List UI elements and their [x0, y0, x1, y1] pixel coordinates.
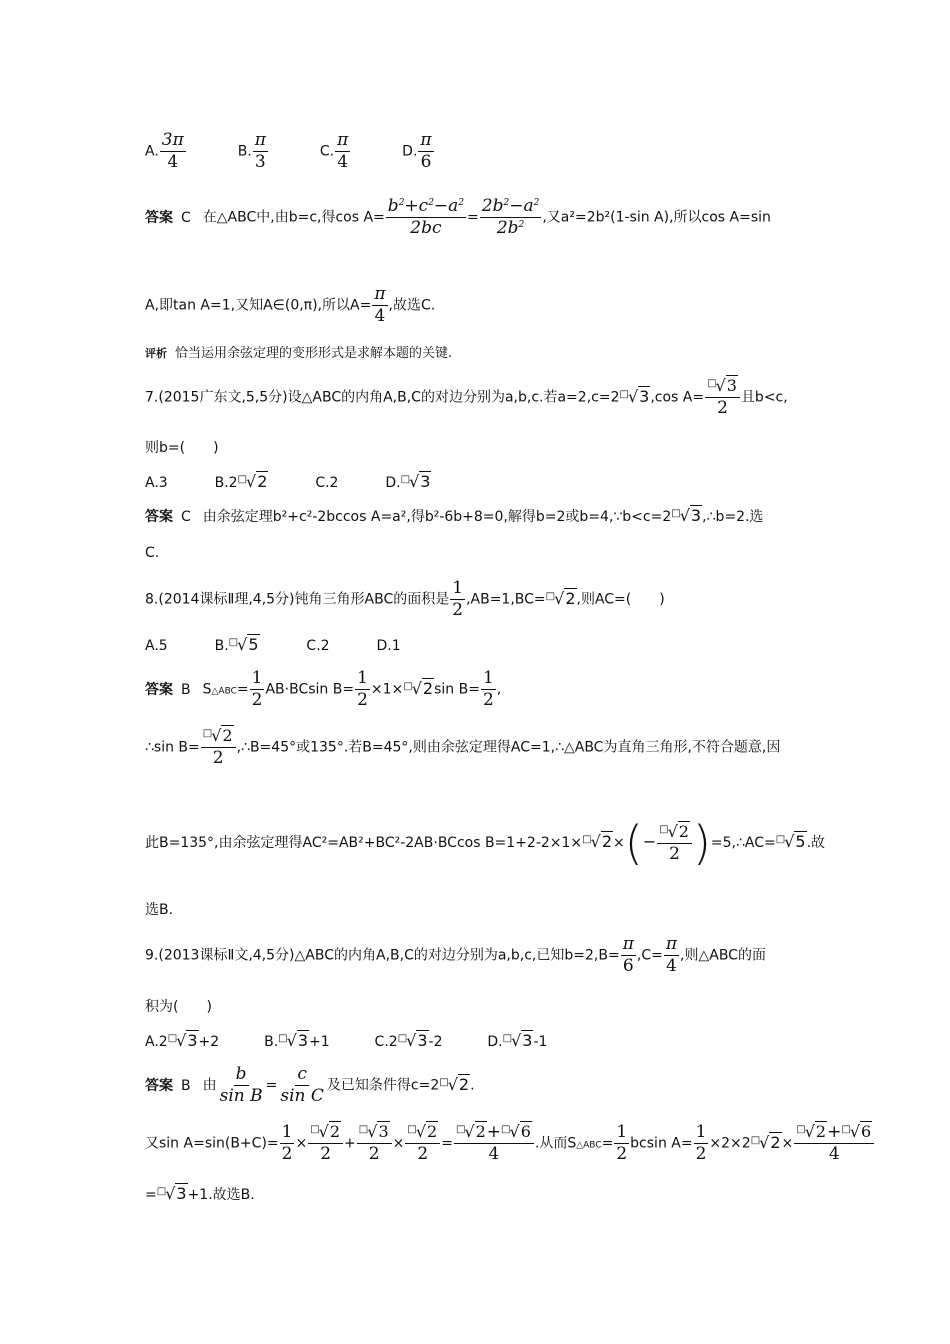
answer-text: ×1× [370, 681, 404, 698]
q6-opt-b-den: 3 [254, 152, 266, 172]
answer-text: =5,∴AC= [710, 835, 776, 851]
q7-option-b[interactable]: B.2□√2 [214, 472, 268, 491]
q7-option-a[interactable]: A.3 [145, 475, 168, 491]
denominator: 4 [374, 306, 386, 326]
denominator: 2 [452, 600, 464, 620]
q9-stem-line1 [145, 936, 766, 975]
answer-text: .从而S [534, 1135, 577, 1152]
q7-answer-line2 [145, 546, 159, 560]
answer-text: C. [145, 545, 160, 561]
question-stem: ,C= [636, 947, 663, 964]
pi-over-4-fraction [372, 286, 387, 325]
answer-text: ∴sin B= [145, 739, 200, 756]
right-paren: ) [692, 816, 711, 870]
comment-text: 恰当运用余弦定理的变形形式是求解本题的关键. [175, 346, 453, 361]
q6-opt-d-den: 6 [420, 152, 432, 172]
pi-over-6-fraction: $\frac{\pi}{6}$ [622, 934, 634, 976]
q7-stem-line1 [145, 378, 788, 417]
q8-answer-line3: 此B=135°,由余弦定理得AC²=AB²+BC²-2AB·BCcos B=1+2-2×1×□√2×(− $\frac{^□√2}{2}$ )=5,∴AC=□√5.故 [145, 816, 826, 870]
q9-answer-line1: 答案 B 由 $\frac{b}{\text{sin B}}$ = $\frac{c}{\text{sin C}}$ 及已知条件得c=2□√2. [145, 1064, 475, 1106]
radical: □√2 [750, 1132, 781, 1152]
q9-option-b[interactable]: B.□√3+1 [264, 1031, 330, 1050]
answer-text: 此B=135°,由余弦定理得AC²=AB²+BC²-2AB·BCcos B=1+2-2×1× [145, 835, 583, 851]
q6-opt-c-fraction [335, 132, 350, 171]
b-over-sinb-fraction: $\frac{b}{\text{sin B}}$ [219, 1064, 263, 1106]
question-stem: ,则△ABC的面 [680, 947, 766, 964]
denominator: 2bc [410, 218, 442, 238]
q6-answer-line2 [145, 286, 435, 325]
half-fraction: $\frac{1}{2}$ [281, 1122, 293, 1164]
q8-answer-line2 [145, 728, 780, 767]
q9-stem-line2 [145, 1000, 212, 1014]
q6-answer-line1: 答案 C 在△ABC中,由b=c,得cos A= $\frac{b^2+c^2-a^2}{2bc}$ = $\frac{2b^2-a^2}{2b^2}$ ,又a²=2b²(1-sin A),所以cos A=sin [145, 196, 771, 238]
question-stem: ,cos A= [650, 389, 705, 406]
q6-opt-d-num: π [420, 130, 432, 150]
q7-options [145, 474, 431, 490]
q8-option-a[interactable]: A.5 [145, 638, 168, 654]
answer-text: 又sin A=sin(B+C)= [145, 1135, 279, 1152]
radical: □√2 [403, 678, 434, 698]
question-stem: 积为( ) [145, 999, 212, 1015]
sqrt2-plus-sqrt6-over-4-fraction: $\frac{^□√2+^□√6}{4}$ [794, 1124, 874, 1163]
answer-text: +1.故选B. [187, 1187, 255, 1203]
q6-comment [145, 346, 452, 360]
q7-option-c[interactable]: C.2 [315, 475, 339, 491]
half-fraction: $\frac{1}{2}$ [695, 1122, 707, 1164]
answer-letter: B [181, 1077, 191, 1094]
q8-option-b[interactable]: B.□√5 [214, 635, 259, 654]
sqrt2-plus-sqrt6-over-4-fraction: $\frac{^□√2+^□√6}{4}$ [454, 1124, 534, 1163]
answer-text: bcsin A= [630, 1135, 693, 1152]
sqrt3-over-2-fraction [705, 378, 740, 417]
radical: □√3 [156, 1184, 187, 1203]
subscript: △ABC [211, 686, 237, 697]
q6-opt-c-label: C. [319, 143, 335, 160]
left-paren: ( [624, 816, 643, 870]
radical: □√3 [671, 506, 702, 525]
q6-opt-d-fraction [418, 132, 433, 171]
answer-letter: B [181, 681, 191, 698]
sqrt2-over-2-fraction: $\frac{^□√2}{2}$ [405, 1124, 440, 1163]
q6-opt-b-label: B. [237, 143, 252, 160]
answer-label: 答案 [145, 209, 173, 226]
q6-opt-b-fraction [253, 132, 268, 171]
half-fraction: $\frac{1}{2}$ [616, 1122, 628, 1164]
q8-options [145, 637, 401, 653]
c-over-sinc-fraction: $\frac{c}{\text{sin C}}$ [280, 1064, 324, 1106]
answer-text: ,故选C. [388, 297, 436, 314]
answer-letter: C [181, 509, 191, 525]
answer-label: 答案 [145, 681, 173, 698]
sqrt2-over-2-fraction: $\frac{^□√2}{2}$ [308, 1124, 343, 1163]
q6-opt-a-den: 4 [167, 152, 179, 172]
answer-text: sin B= [434, 681, 480, 698]
sqrt2-over-2-fraction: $\frac{^□√2}{2}$ [657, 824, 692, 863]
numerator: 1 [452, 578, 464, 598]
cos-fraction-2 [480, 198, 542, 237]
radical: □√2 [439, 1074, 470, 1094]
question-stem: 且b<c, [740, 389, 788, 406]
q8-answer-line4 [145, 903, 173, 917]
numerator: $b^2+c^2-a^2$ [387, 196, 465, 216]
q6-opt-a-fraction [160, 132, 186, 171]
answer-text: 在△ABC中,由b=c,得cos A= [202, 209, 385, 226]
question-stem: 9.(2013课标Ⅱ文,4,5分)△ABC的内角A,B,C的对边分别为a,b,c,已知b=2,B= [145, 947, 620, 964]
answer-text: 及已知条件得c=2 [326, 1077, 440, 1094]
q8-option-d[interactable]: D.1 [376, 638, 401, 654]
q6-opt-a-label: A. [145, 143, 159, 160]
answer-text: .故 [806, 835, 826, 851]
answer-text: 由 [202, 1077, 217, 1094]
q8-stem [145, 580, 665, 619]
q6-opt-b-num: π [254, 130, 266, 150]
radical [619, 386, 650, 406]
q9-option-d[interactable]: D.□√3-1 [487, 1031, 548, 1050]
question-stem: ,AB=1,BC= [466, 591, 546, 608]
numerator: $2b^2-a^2$ [481, 196, 540, 216]
answer-text: 选B. [145, 902, 174, 918]
answer-text: 由余弦定理b²+c²-2bccos A=a²,得b²-6b+8=0,解得b=2或b=4,∵b<c=2 [202, 509, 672, 525]
numerator: π [374, 284, 386, 304]
radicand: 3 [639, 386, 650, 406]
answer-text: AB·BCsin B= [265, 681, 355, 698]
q9-answer-line3: =□√3+1.故选B. [145, 1184, 255, 1203]
q6-opt-a-num: 3π [161, 130, 184, 150]
sqrt2-over-2-fraction: $\frac{^□√2}{2}$ [201, 728, 236, 767]
q9-options [145, 1033, 547, 1049]
answer-text: ,又a²=2b²(1-sin A),所以cos A=sin [542, 209, 771, 226]
cos-fraction-1 [386, 198, 466, 237]
question-stem: 则b=( ) [145, 440, 219, 456]
numerator: □√3 [705, 378, 740, 398]
radical-index: □ [619, 388, 629, 400]
denominator: $2b^2$ [496, 218, 525, 238]
q8-option-c[interactable]: C.2 [306, 638, 330, 654]
radical: □√2 [582, 832, 613, 851]
q9-option-a[interactable]: A.2□√3+2 [145, 1031, 220, 1050]
q8-answer-line1: 答案 B S△ABC= $\frac{1}{2}$ AB·BCsin B= $\frac{1}{2}$ ×1×□√2sin B= $\frac{1}{2}$ , [145, 668, 502, 710]
q9-option-c[interactable]: C.2□√3-2 [374, 1031, 443, 1050]
answer-letter: C [181, 209, 191, 226]
answer-text: A,即tan A=1,又知A∈(0,π),所以A= [145, 297, 372, 314]
answer-text: S [202, 681, 212, 698]
answer-text: ,∴b=2.选 [702, 509, 764, 525]
question-stem: 8.(2014课标Ⅱ理,4,5分)钝角三角形ABC的面积是 [145, 591, 450, 608]
answer-label: 答案 [145, 1077, 173, 1094]
radical: □√5 [775, 832, 806, 851]
radical-sign: √ [627, 386, 639, 406]
sqrt3-over-2-fraction: $\frac{^□√3}{2}$ [357, 1124, 392, 1163]
q7-answer-line1 [145, 508, 763, 524]
question-stem: ,则AC=( ) [576, 591, 665, 608]
q6-options [145, 132, 435, 171]
half-fraction: $\frac{1}{2}$ [482, 668, 494, 710]
q6-opt-c-num: π [337, 130, 349, 150]
half-fraction [450, 580, 465, 619]
q6-opt-c-den: 4 [337, 152, 349, 172]
q7-option-d[interactable]: D.□√3 [385, 472, 431, 491]
answer-text: ,∴B=45°或135°.若B=45°,则由余弦定理得AC=1,∴△ABC为直角三角形,不符合题意,因 [236, 739, 781, 756]
pi-over-4-fraction: $\frac{\pi}{4}$ [665, 934, 678, 976]
comment-label: 评析 [145, 347, 167, 360]
question-stem: 7.(2015广东文,5,5分)设△ABC的内角A,B,C的对边分别为a,b,c.若a=2,c=2 [145, 389, 620, 406]
half-fraction: $\frac{1}{2}$ [251, 668, 263, 710]
denominator: 2 [717, 398, 728, 418]
answer-label: 答案 [145, 509, 173, 525]
half-fraction: $\frac{1}{2}$ [357, 668, 368, 710]
q7-stem-line2 [145, 441, 219, 455]
q9-answer-line2: 又sin A=sin(B+C)= $\frac{1}{2}$ × $\frac{^□√2}{2}$ + $\frac{^□√3}{2}$ × $\frac{^□√2}{2}$ = $\frac{^□√2+^□√6}{4}$ .从而S△ABC= $\frac{1}{2}$ bcsin A= $\frac{1}{2}$ ×2×2□√2× $\frac{^□√2+^□√6}{4}$ [145, 1124, 875, 1163]
q6-opt-d-label: D. [402, 143, 418, 160]
radical: □√2 [545, 588, 576, 608]
